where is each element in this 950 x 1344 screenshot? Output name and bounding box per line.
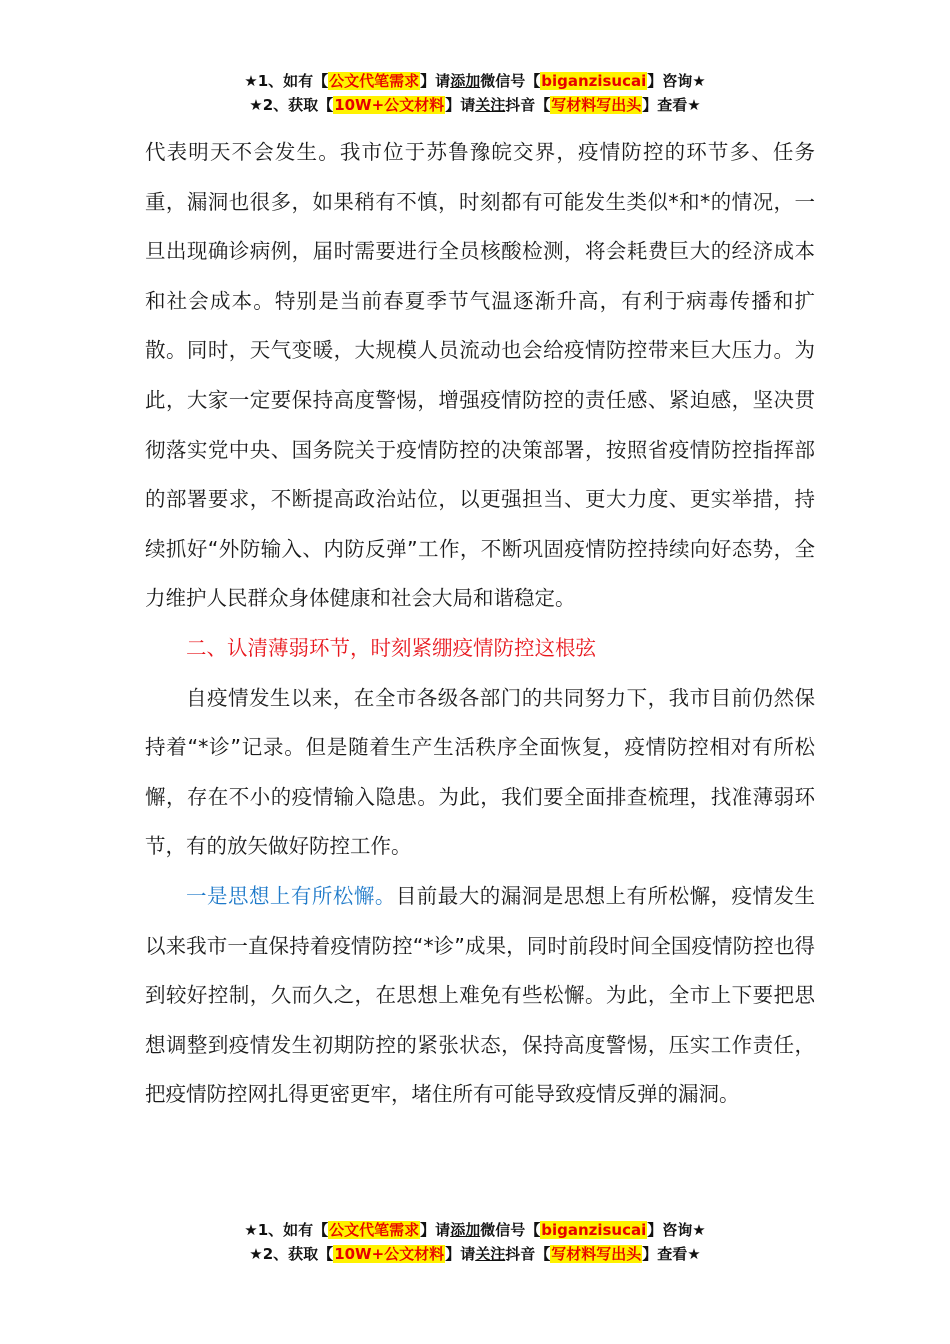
promo-text: 抖音【: [505, 96, 551, 114]
promo-underlined: 添加: [450, 72, 481, 90]
promo-text: 微信号【: [480, 1221, 541, 1239]
promo-text: ★1、如有【: [244, 1221, 329, 1239]
promo-underlined: 关注: [475, 96, 506, 114]
promo-line-1: [0, 1218, 950, 1242]
promo-text: ★2、获取【: [249, 1245, 334, 1263]
promo-text: 】查看★: [642, 96, 701, 114]
document-body: [145, 128, 815, 1120]
promo-line-1: [0, 69, 950, 93]
promo-highlight: 10W+公文材料: [334, 1245, 445, 1263]
promo-highlight-douyin: 写材料写出头: [551, 96, 642, 114]
promo-highlight: 公文代笔需求: [329, 1221, 420, 1239]
promo-line-2: [0, 1242, 950, 1266]
paragraph-continuation: 代表明天不会发生。我市位于苏鲁豫皖交界，疫情防控的环节多、任务重，漏洞也很多，如果稍有不慎，时刻都有可能发生类似*和*的情况，一旦出现确诊病例，届时需要进行全员核酸检测，将会耗费巨大的经济成本和社会成本。特别是当前春夏季节气温逐渐升高，有利于病毒传播和扩散。同时，天气变暖，大规模人员流动也会给疫情防控带来巨大压力。为此，大家一定要保持高度警惕，增强疫情防控的责任感、紧迫感，坚决贯彻落实党中央、国务院关于疫情防控的决策部署，按照省疫情防控指挥部的部署要求，不断提高政治站位，以更强担当、更大力度、更实举措，持续抓好“外防输入、内防反弹”工作，不断巩固疫情防控持续向好态势，全力维护人民群众身体健康和社会大局和谐稳定。: [145, 140, 815, 611]
paragraph-text: 目前最大的漏洞是思想上有所松懈，疫情发生以来我市一直保持着疫情防控“*诊”成果，同时前段时间全国疫情防控也得到较好控制，久而久之，在思想上难免有些松懈。为此，全市上下要把思想调整到疫情发生初期防控的紧张状态，保持高度警惕，压实工作责任，把疫情防控网扎得更密更牢，堵住所有可能导致疫情反弹的漏洞。: [145, 883, 815, 1107]
paragraph: 自疫情发生以来，在全市各级各部门的共同努力下，我市目前仍然保持着“*诊”记录。但是随着生产生活秩序全面恢复，疫情防控相对有所松懈，存在不小的疫情输入隐患。为此，我们要全面排查梳理，找准薄弱环节，有的放矢做好防控工作。: [145, 685, 815, 859]
promo-text: 】请: [420, 72, 451, 90]
promo-underlined: 添加: [450, 1221, 481, 1239]
promo-text: 】请: [445, 96, 476, 114]
paragraph-with-lead: [145, 872, 815, 1120]
promo-highlight-douyin: 写材料写出头: [551, 1245, 642, 1263]
promo-highlight-wechat-id: biganzisucai: [541, 72, 647, 90]
promo-text: 抖音【: [505, 1245, 551, 1263]
promo-highlight: 10W+公文材料: [334, 96, 445, 114]
promo-highlight-wechat-id: biganzisucai: [541, 1221, 647, 1239]
promo-text: 】请: [420, 1221, 451, 1239]
promo-banner-bottom: [0, 1218, 950, 1266]
promo-text: ★1、如有【: [244, 72, 329, 90]
promo-text: 】查看★: [642, 1245, 701, 1263]
promo-text: 】请: [445, 1245, 476, 1263]
promo-text: ★2、获取【: [249, 96, 334, 114]
promo-text: 微信号【: [480, 72, 541, 90]
promo-text: 】咨询★: [647, 72, 706, 90]
promo-banner-top: [0, 69, 950, 117]
promo-highlight: 公文代笔需求: [329, 72, 420, 90]
promo-underlined: 关注: [475, 1245, 506, 1263]
section-heading: 二、认清薄弱环节，时刻紧绷疫情防控这根弦: [186, 635, 596, 660]
subheading-lead: 一是思想上有所松懈。: [186, 883, 396, 908]
promo-line-2: [0, 93, 950, 117]
promo-text: 】咨询★: [647, 1221, 706, 1239]
